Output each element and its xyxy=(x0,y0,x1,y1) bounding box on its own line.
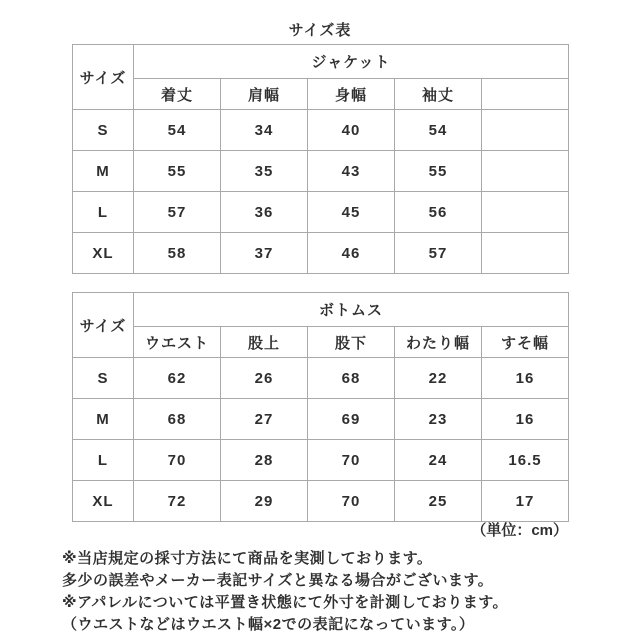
jacket-cell: 55 xyxy=(395,151,482,192)
jacket-cell: 34 xyxy=(221,110,308,151)
bottoms-cell: 70 xyxy=(308,440,395,481)
note-line: 多少の誤差やメーカー表記サイズと異なる場合がございます。 xyxy=(62,572,494,589)
table-row xyxy=(73,151,569,192)
jacket-cell: 43 xyxy=(308,151,395,192)
note-line: （ウエストなどはウエスト幅×2での表記になっています。） xyxy=(62,616,475,633)
bottoms-col-header: 股上 xyxy=(221,327,308,358)
bottoms-cell: 25 xyxy=(395,481,482,522)
jacket-cell: 40 xyxy=(308,110,395,151)
bottoms-cell: 68 xyxy=(308,358,395,399)
jacket-size-table xyxy=(72,44,569,274)
jacket-col-header: 身幅 xyxy=(308,79,395,110)
jacket-group-header: ジャケット xyxy=(134,45,569,79)
table-row xyxy=(73,192,569,233)
unit-label: （単位：cm） xyxy=(471,522,568,539)
note-line: ※当店規定の採寸方法にて商品を実測しております。 xyxy=(62,550,433,567)
notes xyxy=(62,548,602,636)
jacket-cell-empty xyxy=(482,151,569,192)
jacket-col-header-empty xyxy=(482,79,569,110)
jacket-cell: 37 xyxy=(221,233,308,274)
jacket-row-size: XL xyxy=(73,233,134,274)
table-row xyxy=(73,399,569,440)
jacket-cell: 45 xyxy=(308,192,395,233)
bottoms-col-header: ウエスト xyxy=(134,327,221,358)
jacket-cell: 35 xyxy=(221,151,308,192)
jacket-size-header: サイズ xyxy=(73,45,134,110)
table-row xyxy=(73,481,569,522)
bottoms-cell: 68 xyxy=(134,399,221,440)
bottoms-group-header: ボトムス xyxy=(134,293,569,327)
jacket-row-size: S xyxy=(73,110,134,151)
table-row xyxy=(73,110,569,151)
jacket-cell: 57 xyxy=(395,233,482,274)
jacket-cell: 54 xyxy=(134,110,221,151)
bottoms-cell: 22 xyxy=(395,358,482,399)
bottoms-cell: 26 xyxy=(221,358,308,399)
bottoms-col-header: 股下 xyxy=(308,327,395,358)
bottoms-col-header: わたり幅 xyxy=(395,327,482,358)
jacket-row-size: L xyxy=(73,192,134,233)
bottoms-cell: 70 xyxy=(308,481,395,522)
bottoms-cell: 72 xyxy=(134,481,221,522)
jacket-row-size: M xyxy=(73,151,134,192)
jacket-cell-empty xyxy=(482,110,569,151)
bottoms-col-header: すそ幅 xyxy=(482,327,569,358)
bottoms-cell: 24 xyxy=(395,440,482,481)
bottoms-cell: 62 xyxy=(134,358,221,399)
bottoms-cell: 16.5 xyxy=(482,440,569,481)
jacket-cell: 57 xyxy=(134,192,221,233)
bottoms-cell: 28 xyxy=(221,440,308,481)
bottoms-row-size: XL xyxy=(73,481,134,522)
bottoms-cell: 23 xyxy=(395,399,482,440)
jacket-cell: 54 xyxy=(395,110,482,151)
jacket-col-header: 袖丈 xyxy=(395,79,482,110)
jacket-cell: 36 xyxy=(221,192,308,233)
bottoms-row-size: M xyxy=(73,399,134,440)
table-row xyxy=(73,440,569,481)
bottoms-cell: 27 xyxy=(221,399,308,440)
note-line: ※アパレルについては平置き状態にて外寸を計測しております。 xyxy=(62,594,509,611)
page-title: サイズ表 xyxy=(288,22,352,39)
jacket-cell: 58 xyxy=(134,233,221,274)
bottoms-size-header: サイズ xyxy=(73,293,134,358)
jacket-cell-empty xyxy=(482,233,569,274)
bottoms-cell: 29 xyxy=(221,481,308,522)
jacket-col-header: 肩幅 xyxy=(221,79,308,110)
bottoms-row-size: S xyxy=(73,358,134,399)
bottoms-cell: 69 xyxy=(308,399,395,440)
jacket-cell: 55 xyxy=(134,151,221,192)
bottoms-cell: 16 xyxy=(482,399,569,440)
bottoms-size-table xyxy=(72,292,569,522)
jacket-col-header: 着丈 xyxy=(134,79,221,110)
bottoms-cell: 17 xyxy=(482,481,569,522)
jacket-cell-empty xyxy=(482,192,569,233)
bottoms-row-size: L xyxy=(73,440,134,481)
bottoms-cell: 16 xyxy=(482,358,569,399)
table-row xyxy=(73,233,569,274)
table-row xyxy=(73,358,569,399)
bottoms-cell: 70 xyxy=(134,440,221,481)
jacket-cell: 56 xyxy=(395,192,482,233)
jacket-cell: 46 xyxy=(308,233,395,274)
